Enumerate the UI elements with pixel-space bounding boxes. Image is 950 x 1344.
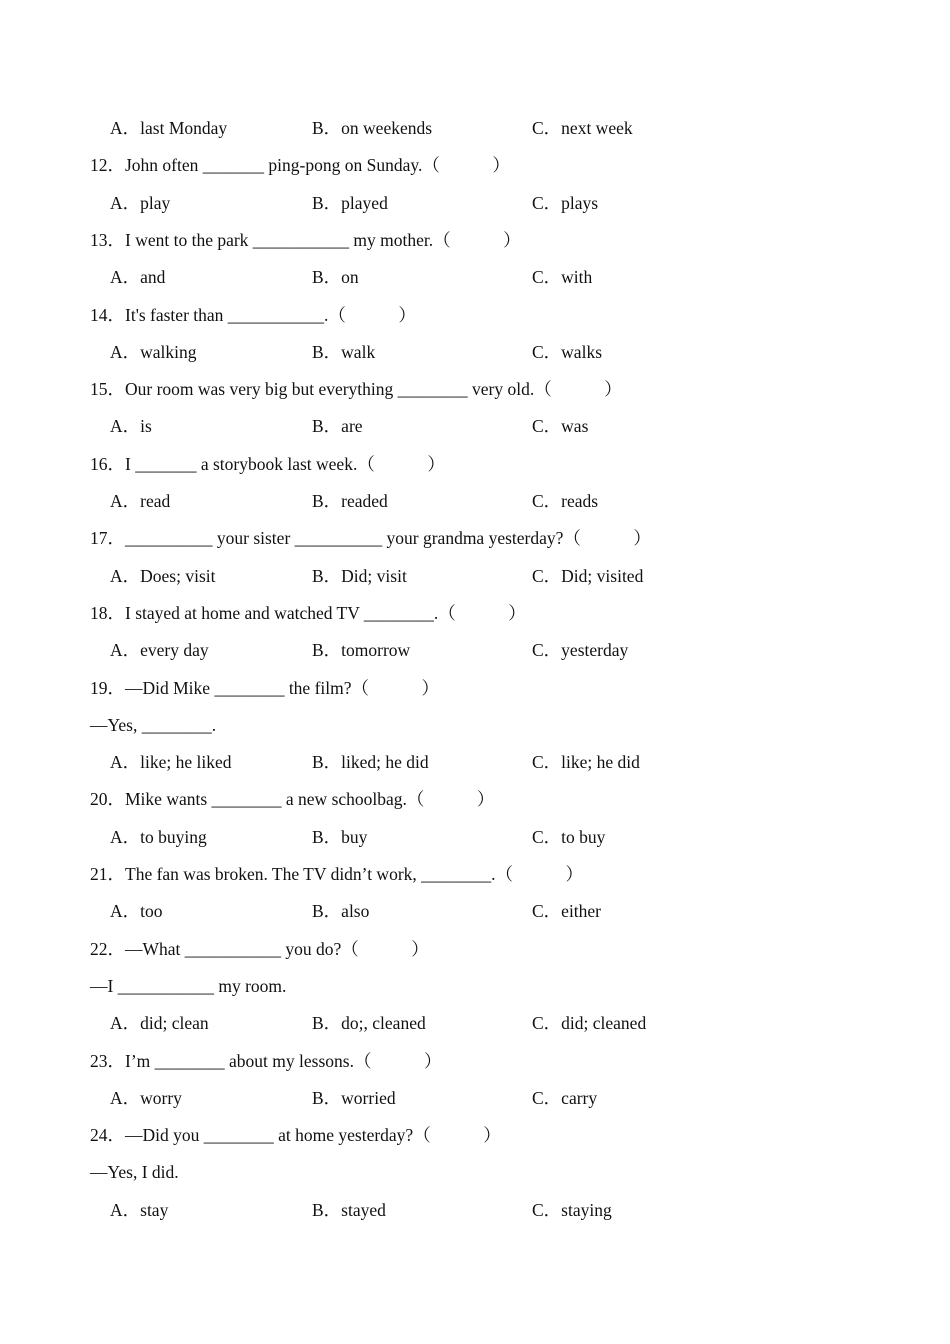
option-b: B．liked; he did [312,752,429,773]
option-a: A．and [110,267,166,288]
option-a: A．read [110,491,171,511]
option-b: B．also [312,901,370,922]
option-c: C．carry [532,1087,598,1108]
answer-options-row [0,190,950,216]
option-b: B．do;, cleaned [312,1013,426,1034]
option-c: C．either [532,901,602,922]
answer-options-row [0,1085,950,1111]
question-line [0,1159,950,1185]
option-c: C．next week [532,118,633,138]
question-line [0,936,950,962]
option-a: A．walking [110,341,197,362]
answer-options-row [0,413,950,439]
option-c: C．yesterday [532,640,629,661]
option-b: B．walk [312,341,376,362]
question-line [0,712,950,738]
question-line [0,152,950,178]
option-a: A．last Monday [110,118,228,138]
answer-options-row [0,1197,950,1223]
option-a: A．every day [110,640,209,661]
question-line [0,1048,950,1074]
option-b: B．buy [312,826,368,847]
question-text: 17．__________ your sister __________ your grandma yesterday?（ ） [90,528,651,549]
question-text: 14．It's faster than ___________.（ ） [90,304,416,325]
answer-options-row [0,749,950,775]
answer-options-row [0,1010,950,1036]
question-text: 23．I’m ________ about my lessons.（ ） [90,1050,442,1071]
option-b: B．Did; visit [312,565,407,586]
option-b: B．are [312,416,363,437]
option-c: C．to buy [532,826,606,847]
option-a: A．is [110,416,152,437]
option-c: C．staying [532,1199,612,1220]
option-a: A．play [110,192,171,213]
question-line [0,376,950,402]
question-line [0,227,950,253]
question-text: —Yes, I did. [90,1162,179,1183]
question-line [0,861,950,887]
question-line [0,1122,950,1148]
question-text: 13．I went to the park ___________ my mother.（ ） [90,229,521,250]
option-c: C．walks [532,341,602,362]
option-b: B．on weekends [312,118,433,138]
question-text: 15．Our room was very big but everything ________ very old.（ ） [90,379,622,400]
option-c: C．did; cleaned [532,1013,647,1034]
question-text: 12．John often _______ ping-pong on Sunday.（ ） [90,155,510,176]
option-c: C．Did; visited [532,565,644,586]
answer-options-row [0,637,950,663]
option-b: B．stayed [312,1199,386,1220]
option-c: C．with [532,267,593,288]
option-c: C．reads [532,491,599,511]
answer-options-row [0,488,950,514]
option-a: A．like; he liked [110,752,232,773]
question-line [0,600,950,626]
option-a: A．stay [110,1199,169,1220]
option-c: C．like; he did [532,752,640,773]
option-c: C．was [532,416,589,437]
answer-options-row [0,824,950,850]
option-b: B．on [312,267,359,288]
question-text: —Yes, ________. [90,714,217,735]
answer-options-row [0,339,950,365]
question-text: 19．—Did Mike ________ the film?（ ） [90,677,439,698]
option-a: A．too [110,901,163,922]
question-line [0,675,950,701]
answer-options-row [0,115,950,141]
option-a: A．to buying [110,826,207,847]
answer-options-row [0,898,950,924]
answer-options-row [0,563,950,589]
question-line [0,786,950,812]
question-text: 18．I stayed at home and watched TV ________.（ ） [90,602,526,623]
question-text: —I ___________ my room. [90,975,287,996]
question-text: 16．I _______ a storybook last week.（ ） [90,453,445,474]
question-line [0,525,950,551]
option-a: A．did; clean [110,1013,209,1034]
option-b: B．worried [312,1087,396,1108]
option-b: B．played [312,192,388,213]
question-line [0,302,950,328]
question-line [0,451,950,477]
option-a: A．worry [110,1087,182,1108]
option-a: A．Does; visit [110,565,216,586]
option-b: B．readed [312,491,388,511]
question-line [0,973,950,999]
question-text: 22．—What ___________ you do?（ ） [90,938,429,959]
question-text: 24．—Did you ________ at home yesterday?（ ） [90,1125,501,1146]
question-text: 21．The fan was broken. The TV didn’t work, ________.（ ） [90,864,584,884]
question-text: 20．Mike wants ________ a new schoolbag.（ ） [90,789,495,810]
option-b: B．tomorrow [312,640,411,661]
option-c: C．plays [532,192,599,213]
answer-options-row [0,264,950,290]
